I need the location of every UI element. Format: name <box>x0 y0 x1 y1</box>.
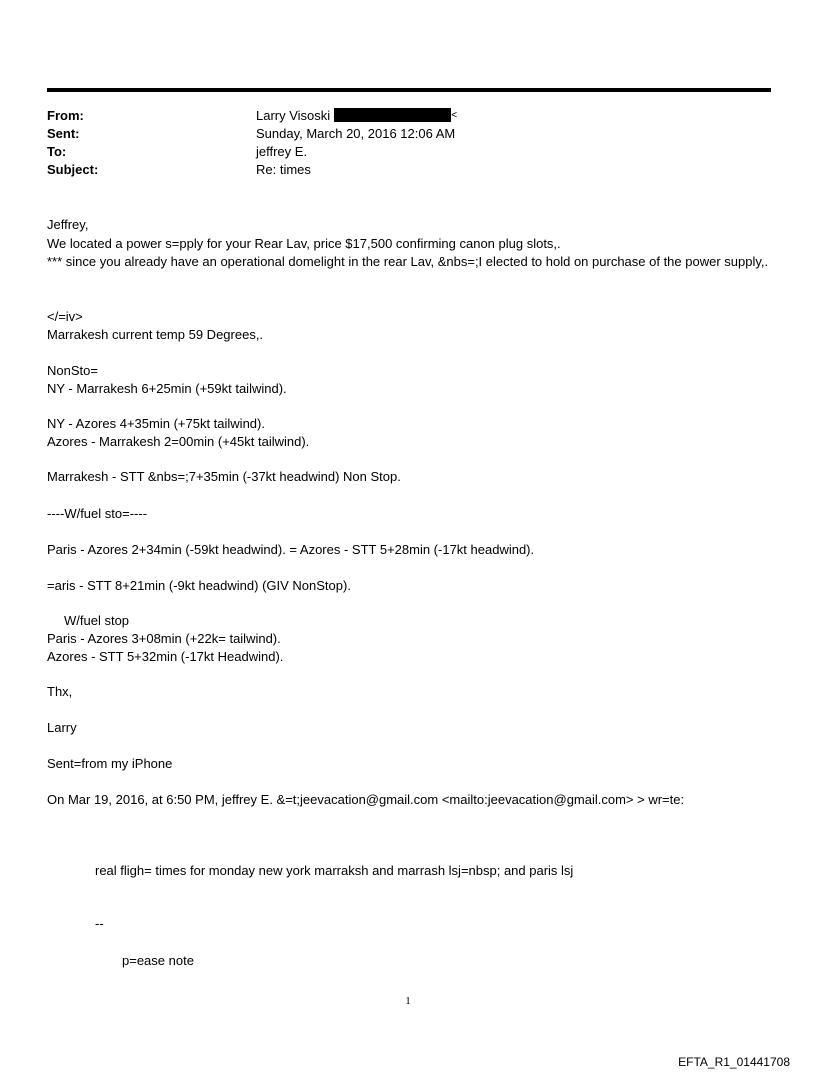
body-line: NY - Azores 4+35min (+75kt tailwind). <box>47 416 265 431</box>
body-line: =aris - STT 8+21min (-9kt headwind) (GIV NonStop). <box>47 578 351 593</box>
quoted-line: real fligh= times for monday new york marraksh and marrash lsj=nbsp; and paris lsj <box>95 863 574 878</box>
body-line: Thx, <box>47 684 73 699</box>
quoted-header-line: On Mar 19, 2016, at 6:50 PM, jeffrey E. &=t;jeevacation@gmail.com <mailto:jeevacation@gmail.com> > wr=te: <box>47 792 685 807</box>
redaction-trailing-mark: < <box>451 110 458 121</box>
body-line: Marrakesh current temp 59 Degrees,. <box>47 327 264 342</box>
to-label: To: <box>47 144 67 159</box>
quoted-line: p=ease note <box>122 953 194 968</box>
body-line: Azores - Marrakesh 2=00min (+45kt tailwind). <box>47 434 310 449</box>
to-value: jeffrey E. <box>256 144 308 159</box>
body-line: Sent=from my iPhone <box>47 756 173 771</box>
subject-value: Re: times <box>256 162 311 177</box>
body-line: Azores - STT 5+32min (-17kt Headwind). <box>47 649 284 664</box>
body-line: NY - Marrakesh 6+25min (+59kt tailwind). <box>47 381 287 396</box>
page-number: 1 <box>405 995 411 1007</box>
body-line: *** since you already have an operational domelight in the rear Lav, &nbs=;I elected to hold on purchase of the power supply,. <box>47 254 769 269</box>
sender-name: Larry Visoski <box>256 108 331 123</box>
body-line: Marrakesh - STT &nbs=;7+35min (-37kt headwind) Non Stop. <box>47 469 401 484</box>
body-line: NonSto= <box>47 363 98 378</box>
header-rule <box>47 88 771 92</box>
body-line: Larry <box>47 720 77 735</box>
redaction-box <box>334 108 451 122</box>
body-line: Paris - Azores 2+34min (-59kt headwind). = Azores - STT 5+28min (-17kt headwind). <box>47 542 535 557</box>
sent-value: Sunday, March 20, 2016 12:06 AM <box>256 126 456 141</box>
body-line: </=iv> <box>47 309 83 324</box>
from-label: From: <box>47 108 84 123</box>
subject-label: Subject: <box>47 162 99 177</box>
body-line: W/fuel stop <box>64 613 130 628</box>
from-value <box>256 107 457 125</box>
document-id: EFTA_R1_01441708 <box>678 1055 790 1069</box>
body-line: We located a power s=pply for your Rear Lav, price $17,500 confirming canon plug slots,. <box>47 236 561 251</box>
sent-label: Sent: <box>47 126 80 141</box>
quoted-line: -- <box>95 916 104 931</box>
body-line: Jeffrey, <box>47 217 89 232</box>
body-line: Paris - Azores 3+08min (+22k= tailwind). <box>47 631 281 646</box>
body-line: ----W/fuel sto=---- <box>47 506 148 521</box>
